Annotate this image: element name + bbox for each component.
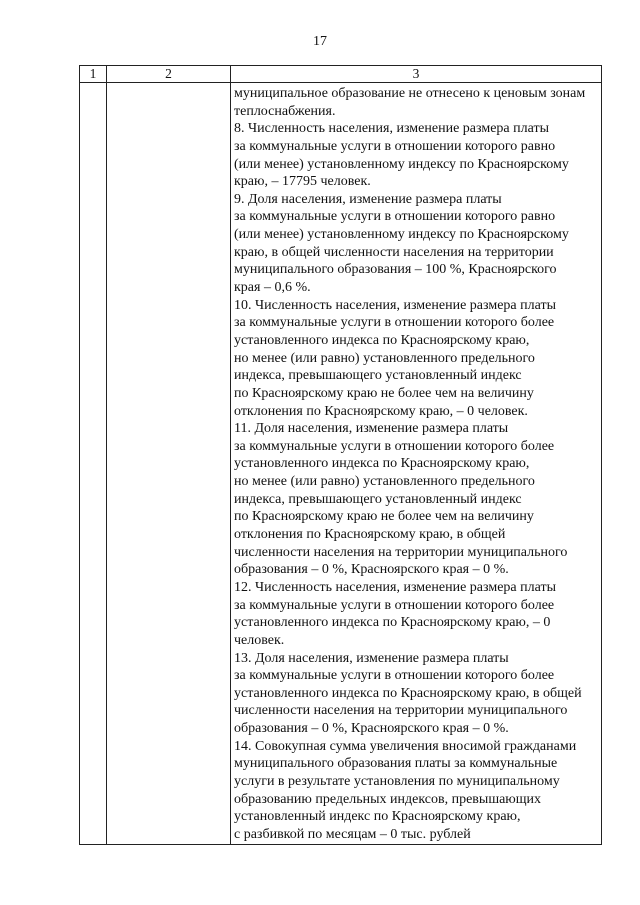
empty-cell-col1	[80, 83, 107, 845]
text-line: но менее (или равно) установленного предельного	[234, 474, 535, 490]
text-line: образованию предельных индексов, превышающих	[234, 791, 542, 807]
text-line: установленного индекса по Красноярскому краю,	[234, 332, 530, 348]
text-line: теплоснабжения.	[234, 103, 336, 119]
text-line: образования – 0 %, Красноярского края – 0 %.	[234, 562, 509, 578]
text-line: 10. Численность населения, изменение размера платы	[234, 297, 556, 313]
text-line: численности населения на территории муниципального	[234, 703, 568, 719]
text-line: по Красноярскому краю не более чем на величину	[234, 509, 534, 525]
text-line: по Красноярскому краю не более чем на величину	[234, 385, 534, 401]
document-table	[79, 65, 602, 845]
text-line: 14. Совокупная сумма увеличения вносимой гражданами	[234, 738, 577, 754]
text-line: отклонения по Красноярскому краю, в общей	[234, 527, 506, 543]
text-line: установленного индекса по Красноярскому краю,	[234, 456, 530, 472]
text-line: индекса, превышающего установленный индекс	[234, 491, 522, 507]
text-line: за коммунальные услуги в отношении которого более	[234, 438, 555, 454]
text-line: (или менее) установленному индексу по Красноярскому	[234, 156, 569, 172]
text-line: края – 0,6 %.	[234, 280, 311, 296]
table-row	[80, 83, 602, 845]
column-header-2: 2	[107, 66, 231, 83]
text-line: индекса, превышающего установленный индекс	[234, 368, 522, 384]
text-line: 9. Доля населения, изменение размера платы	[234, 191, 502, 207]
text-line: но менее (или равно) установленного предельного	[234, 350, 535, 366]
text-line: установленного индекса по Красноярскому краю, – 0	[234, 615, 551, 631]
text-line: человек.	[234, 632, 285, 648]
column-header-3: 3	[231, 66, 602, 83]
text-line: установленный индекс по Красноярскому краю,	[234, 809, 521, 825]
text-line: краю, – 17795 человек.	[234, 174, 371, 190]
text-line: за коммунальные услуги в отношении которого более	[234, 315, 555, 331]
text-line: 11. Доля населения, изменение размера платы	[234, 421, 509, 437]
text-line: за коммунальные услуги в отношении которого равно	[234, 138, 556, 154]
text-line: муниципального образования платы за коммунальные	[234, 756, 558, 772]
text-line: 8. Численность населения, изменение размера платы	[234, 121, 549, 137]
page-number: 17	[313, 34, 327, 49]
empty-cell-col2	[107, 83, 231, 845]
content-cell	[231, 83, 602, 845]
column-header-1: 1	[80, 66, 107, 83]
text-line: муниципального образования – 100 %, Красноярского	[234, 262, 557, 278]
text-line: образования – 0 %, Красноярского края – 0 %.	[234, 721, 509, 737]
text-line: отклонения по Красноярскому краю, – 0 человек.	[234, 403, 528, 419]
table-header-row	[80, 66, 602, 83]
text-line: численности населения на территории муниципального	[234, 544, 568, 560]
text-line: 13. Доля населения, изменение размера платы	[234, 650, 509, 666]
text-line: с разбивкой по месяцам – 0 тыс. рублей	[234, 826, 471, 842]
text-line: за коммунальные услуги в отношении которого равно	[234, 209, 556, 225]
text-line: (или менее) установленному индексу по Красноярскому	[234, 227, 569, 243]
text-line: за коммунальные услуги в отношении которого более	[234, 597, 555, 613]
text-line: муниципальное образование не отнесено к ценовым зонам	[234, 86, 586, 101]
text-line: за коммунальные услуги в отношении которого более	[234, 668, 555, 684]
text-line: установленного индекса по Красноярскому краю, в общей	[234, 685, 582, 701]
text-line: краю, в общей численности населения на территории	[234, 244, 554, 260]
text-line: 12. Численность населения, изменение размера платы	[234, 579, 556, 595]
text-line: услуги в результате установления по муниципальному	[234, 773, 560, 789]
